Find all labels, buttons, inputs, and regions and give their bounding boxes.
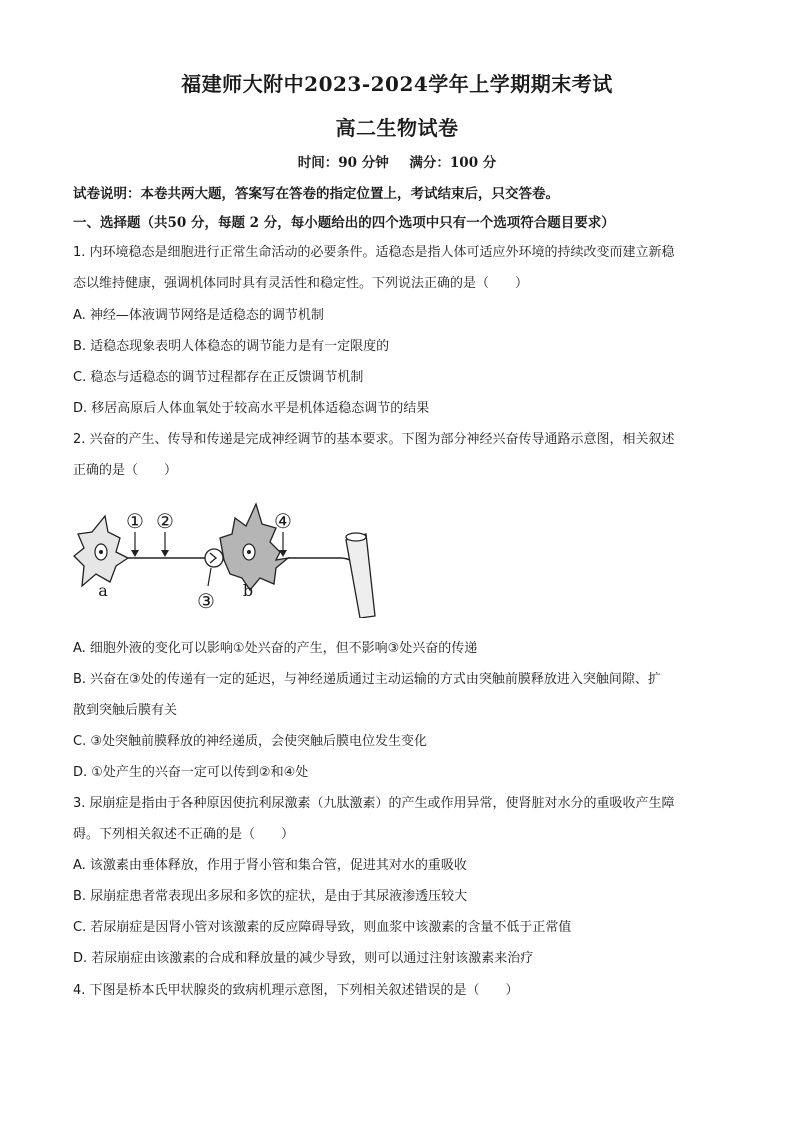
label-2: ② [156, 509, 174, 533]
q3-stem-line2: 碍。下列相关叙述不正确的是（ ） [73, 827, 295, 842]
label-4: ④ [274, 509, 292, 533]
q1-option-b: B. 适稳态现象表明人体稳态的调节能力是有一定限度的 [73, 339, 390, 354]
q2-stem-line1: 2. 兴奋的产生、传导和传递是完成神经调节的基本要求。下图为部分神经兴奋传导通路示意图，相关叙述 [73, 432, 675, 447]
q1-option-a: A. 神经—体液调节网络是适稳态的调节机制 [73, 308, 324, 323]
label-3: ③ [197, 589, 215, 613]
muscle-fiber [346, 534, 375, 618]
neuron-b-nucleolus [247, 550, 251, 554]
q2-option-a: A. 细胞外液的变化可以影响①处兴奋的产生，但不影响③处兴奋的传递 [73, 641, 478, 656]
exam-subtitle: 高二生物试卷 [335, 116, 459, 140]
arrow-1-head [131, 550, 139, 557]
neuron-a-nucleolus [99, 550, 103, 554]
exam-info [0, 151, 794, 171]
label-1: ① [126, 509, 144, 533]
synapse-circle [205, 549, 223, 567]
q2-option-b-line1: B. 兴奋在③处的传递有一定的延迟，与神经递质通过主动运输的方式由突触前膜释放进入突触间隙、扩 [73, 672, 661, 687]
arrow-3-line [208, 568, 211, 586]
q1-option-d: D. 移居高原后人体血氧处于较高水平是机体适稳态调节的结果 [73, 401, 430, 416]
q1-stem-line1: 1. 内环境稳态是细胞进行正常生命活动的必要条件。适稳态是指人体可适应外环境的持续改变而建立新稳 [73, 245, 675, 260]
section-heading: 一、选择题（共50 分，每题 2 分，每小题给出的四个选项中只有一个选项符合题目要求） [73, 215, 615, 231]
q3-option-d: D. 若尿崩症由该激素的合成和释放量的减少导致，则可以通过注射该激素来治疗 [73, 951, 534, 966]
q2-option-b-line2: 散到突触后膜有关 [73, 703, 178, 718]
arrow-4-head [279, 550, 287, 557]
q1-stem-line2: 态以维持健康，强调机体同时具有灵活性和稳定性。下列说法正确的是（ ） [73, 276, 529, 291]
q3-option-c: C. 若尿崩症是因肾小管对该激素的反应障碍导致，则血浆中该激素的含量不低于正常值 [73, 920, 572, 935]
q4-stem-line1: 4. 下图是桥本氏甲状腺炎的致病机理示意图，下列相关叙述错误的是（ ） [73, 983, 519, 998]
instructions: 试卷说明：本卷共两大题，答案写在答卷的指定位置上，考试结束后，只交答卷。 [73, 186, 559, 202]
axon-b [288, 558, 358, 570]
arrow-2-head [161, 550, 169, 557]
q2-option-d: D. ①处产生的兴奋一定可以传到②和④处 [73, 765, 309, 780]
exam-title: 福建师大附中2023-2024学年上学期期末考试 [181, 72, 613, 96]
label-a: a [98, 581, 108, 600]
q1-option-c: C. 稳态与适稳态的调节过程都存在正反馈调节机制 [73, 370, 364, 385]
muscle-end [346, 533, 366, 541]
q3-option-a: A. 该激素由垂体释放，作用于肾小管和集合管，促进其对水的重吸收 [73, 858, 467, 873]
q2-option-c: C. ③处突触前膜释放的神经递质，会使突触后膜电位发生变化 [73, 734, 427, 749]
exam-time: 时间：90 分钟 [297, 155, 389, 171]
label-b: b [242, 581, 254, 600]
neuron-pathway-diagram [70, 498, 390, 618]
q2-stem-line2: 正确的是（ ） [73, 463, 178, 478]
q3-option-b: B. 尿崩症患者常表现出多尿和多饮的症状，是由于其尿液渗透压较大 [73, 889, 468, 904]
q3-stem-line1: 3. 尿崩症是指由于各种原因使抗利尿激素（九肽激素）的产生或作用异常，使肾脏对水分的重吸收产生障 [73, 796, 675, 811]
exam-score: 满分：100 分 [409, 155, 497, 171]
